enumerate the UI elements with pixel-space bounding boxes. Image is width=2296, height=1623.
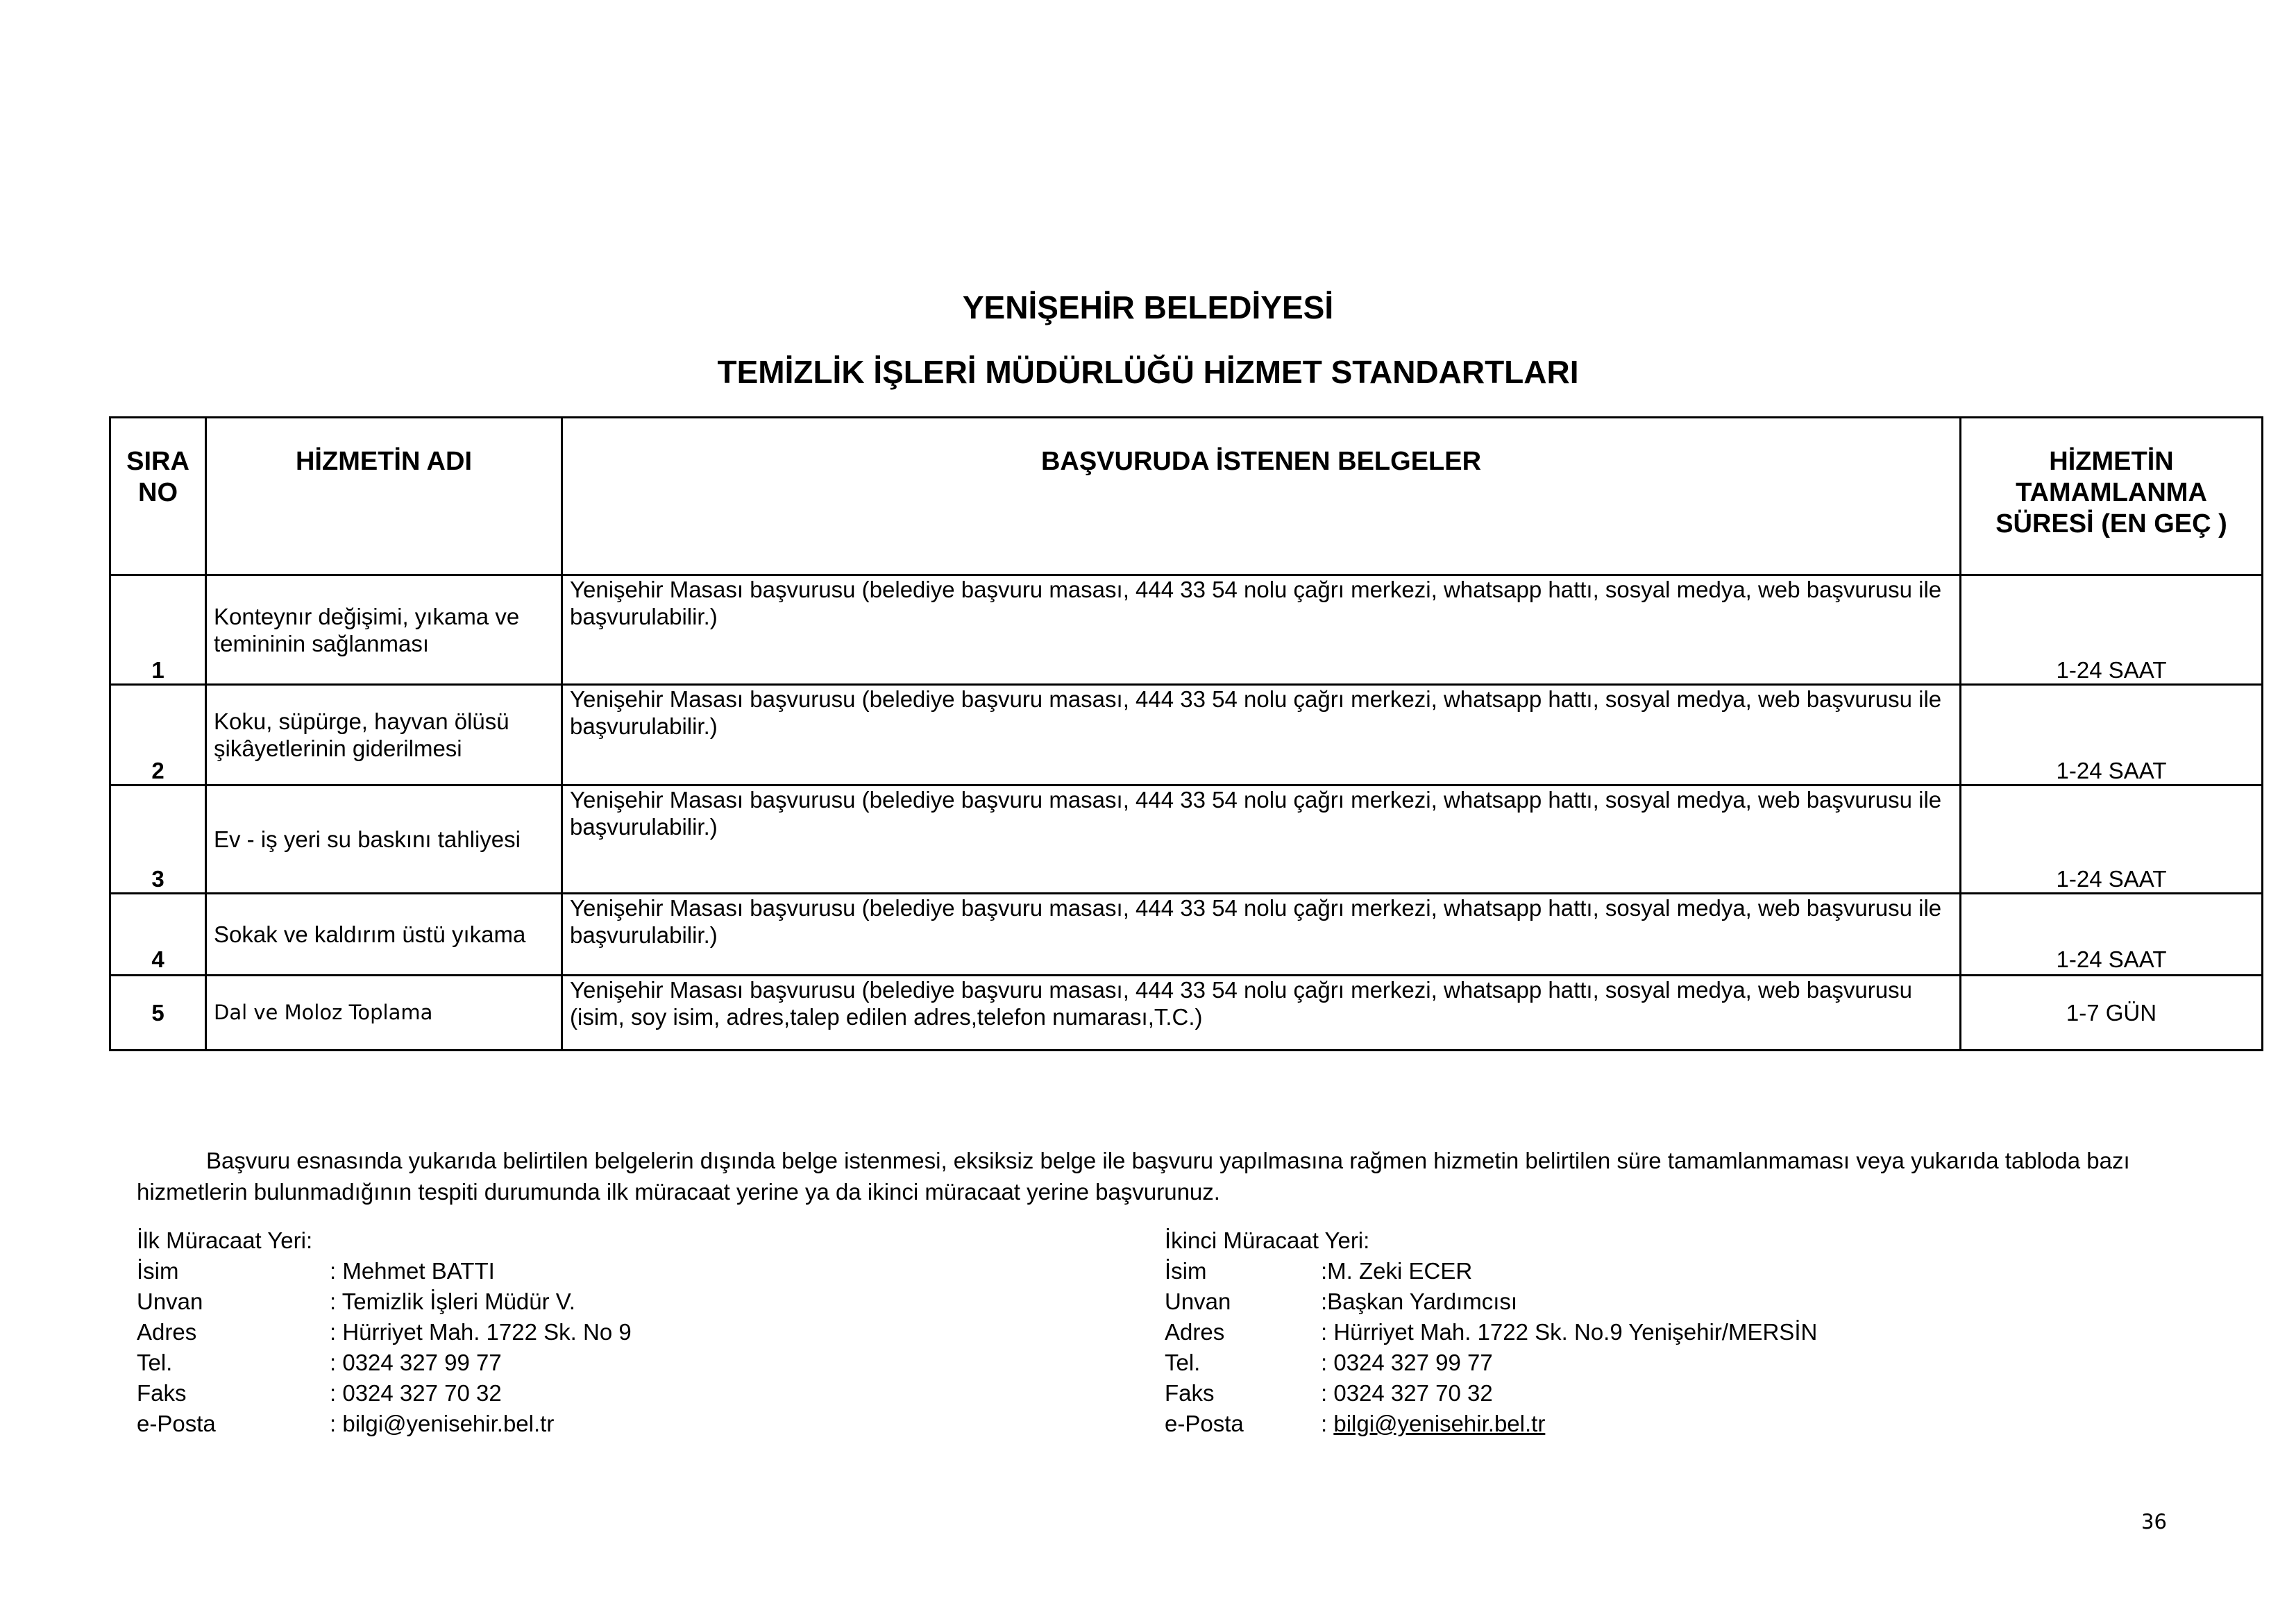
contact-row-title xyxy=(137,1286,632,1317)
service-name: Ev - iş yeri su baskını tahliyesi xyxy=(206,785,562,894)
document-title: YENİŞEHİR BELEDİYESİ xyxy=(962,289,1334,325)
service-name: Koku, süpürge, hayvan ölüsü şikâyetlerinin giderilmesi xyxy=(206,685,562,785)
contact-label: Unvan xyxy=(137,1289,203,1314)
first-application-contact xyxy=(137,1225,632,1439)
completion-time: 1-24 SAAT xyxy=(1961,894,2263,976)
contact-row-phone xyxy=(1165,1348,1817,1378)
row-number: 2 xyxy=(110,685,206,785)
contact-label: Faks xyxy=(137,1380,187,1406)
contact-label: Adres xyxy=(137,1319,197,1345)
contact-label: Tel. xyxy=(1165,1350,1201,1375)
document-subtitle: TEMİZLİK İŞLERİ MÜDÜRLÜĞÜ HİZMET STANDARTLARI xyxy=(717,354,1579,390)
contact-label: İsim xyxy=(137,1258,179,1284)
contact-row-address xyxy=(137,1317,632,1348)
service-name: Dal ve Moloz Toplama xyxy=(206,976,562,1051)
completion-time: 1-24 SAAT xyxy=(1961,575,2263,685)
contact-row-fax xyxy=(1165,1378,1817,1409)
row-number: 5 xyxy=(110,976,206,1051)
header-sira-no: SIRA NO xyxy=(110,418,206,575)
contact-label: Faks xyxy=(1165,1380,1215,1406)
contact-value: : Temizlik İşleri Müdür V. xyxy=(330,1289,575,1314)
contact-value: :M. Zeki ECER xyxy=(1321,1258,1473,1284)
required-documents: Yenişehir Masası başvurusu (belediye başvuru masası, 444 33 54 nolu çağrı merkezi, whatsapp hattı, sosyal medya, web başvurusu ile başvurulabilir.) xyxy=(562,785,1961,894)
contact-label: İsim xyxy=(1165,1258,1207,1284)
second-application-contact xyxy=(1165,1225,1817,1439)
table-row xyxy=(110,685,2263,785)
contact-value: : 0324 327 70 32 xyxy=(1321,1380,1493,1406)
contact-value: : bilgi@yenisehir.bel.tr xyxy=(330,1411,555,1436)
service-name: Konteynır değişimi, yıkama ve temininin sağlanması xyxy=(206,575,562,685)
row-number: 4 xyxy=(110,894,206,976)
completion-time: 1-24 SAAT xyxy=(1961,685,2263,785)
contact-row-email xyxy=(1165,1409,1817,1439)
contact-label: e-Posta xyxy=(137,1411,216,1436)
contact-value: : Hürriyet Mah. 1722 Sk. No.9 Yenişehir/MERSİN xyxy=(1321,1319,1818,1345)
row-number: 3 xyxy=(110,785,206,894)
completion-time: 1-7 GÜN xyxy=(1961,976,2263,1051)
contact-value: : 0324 327 99 77 xyxy=(1321,1350,1493,1375)
page-number: 36 xyxy=(2141,1510,2167,1533)
table-header-row xyxy=(110,418,2263,575)
contact-label: Unvan xyxy=(1165,1289,1231,1314)
required-documents: Yenişehir Masası başvurusu (belediye başvuru masası, 444 33 54 nolu çağrı merkezi, whatsapp hattı, sosyal medya, web başvurusu (isim, soy isim, adres,talep edilen adres,telefon numarası,T.C.) xyxy=(562,976,1961,1051)
email-prefix: : xyxy=(1321,1411,1334,1436)
table-row xyxy=(110,976,2263,1051)
required-documents: Yenişehir Masası başvurusu (belediye başvuru masası, 444 33 54 nolu çağrı merkezi, whatsapp hattı, sosyal medya, web başvurusu ile başvurulabilir.) xyxy=(562,575,1961,685)
contact-value: :Başkan Yardımcısı xyxy=(1321,1289,1518,1314)
contact-value: : Hürriyet Mah. 1722 Sk. No 9 xyxy=(330,1319,632,1345)
contact-value: : 0324 327 70 32 xyxy=(330,1380,502,1406)
contact-row-name xyxy=(1165,1256,1817,1286)
contact-label: Tel. xyxy=(137,1350,173,1375)
completion-time: 1-24 SAAT xyxy=(1961,785,2263,894)
service-standards-table xyxy=(109,416,2263,1051)
contact-row-title xyxy=(1165,1286,1817,1317)
table-row xyxy=(110,894,2263,976)
header-hizmet-adi: HİZMETİN ADI xyxy=(206,418,562,575)
complaint-note: Başvuru esnasında yukarıda belirtilen belgelerin dışında belge istenmesi, eksiksiz belge ile başvuru yapılmasına rağmen hizmetin belirtilen süre tamamlanmaması veya yukarıda tabloda bazı hizmetlerin bulunmadığının tespiti durumunda ilk müracaat yerine ya da ikinci müracaat yerine başvurunuz. xyxy=(137,1148,2130,1205)
required-documents: Yenişehir Masası başvurusu (belediye başvuru masası, 444 33 54 nolu çağrı merkezi, whatsapp hattı, sosyal medya, web başvurusu ile başvurulabilir.) xyxy=(562,685,1961,785)
contact-row-phone xyxy=(137,1348,632,1378)
contact-value: : 0324 327 99 77 xyxy=(330,1350,502,1375)
contact-heading: İlk Müracaat Yeri: xyxy=(137,1227,313,1253)
table-row xyxy=(110,785,2263,894)
contact-row-email xyxy=(137,1409,632,1439)
contact-row-fax xyxy=(137,1378,632,1409)
service-name: Sokak ve kaldırım üstü yıkama xyxy=(206,894,562,976)
row-number: 1 xyxy=(110,575,206,685)
email-link[interactable]: bilgi@yenisehir.bel.tr xyxy=(1333,1411,1546,1436)
table-row xyxy=(110,575,2263,685)
contact-row-name xyxy=(137,1256,632,1286)
contact-heading: İkinci Müracaat Yeri: xyxy=(1165,1227,1370,1253)
required-documents: Yenişehir Masası başvurusu (belediye başvuru masası, 444 33 54 nolu çağrı merkezi, whatsapp hattı, sosyal medya, web başvurusu ile başvurulabilir.) xyxy=(562,894,1961,976)
contact-value: : Mehmet BATTI xyxy=(330,1258,495,1284)
header-sure: HİZMETİN TAMAMLANMA SÜRESİ (EN GEÇ ) xyxy=(1961,418,2263,575)
contact-label: e-Posta xyxy=(1165,1411,1244,1436)
contact-row-address xyxy=(1165,1317,1817,1348)
header-belgeler: BAŞVURUDA İSTENEN BELGELER xyxy=(562,418,1961,575)
contact-label: Adres xyxy=(1165,1319,1225,1345)
